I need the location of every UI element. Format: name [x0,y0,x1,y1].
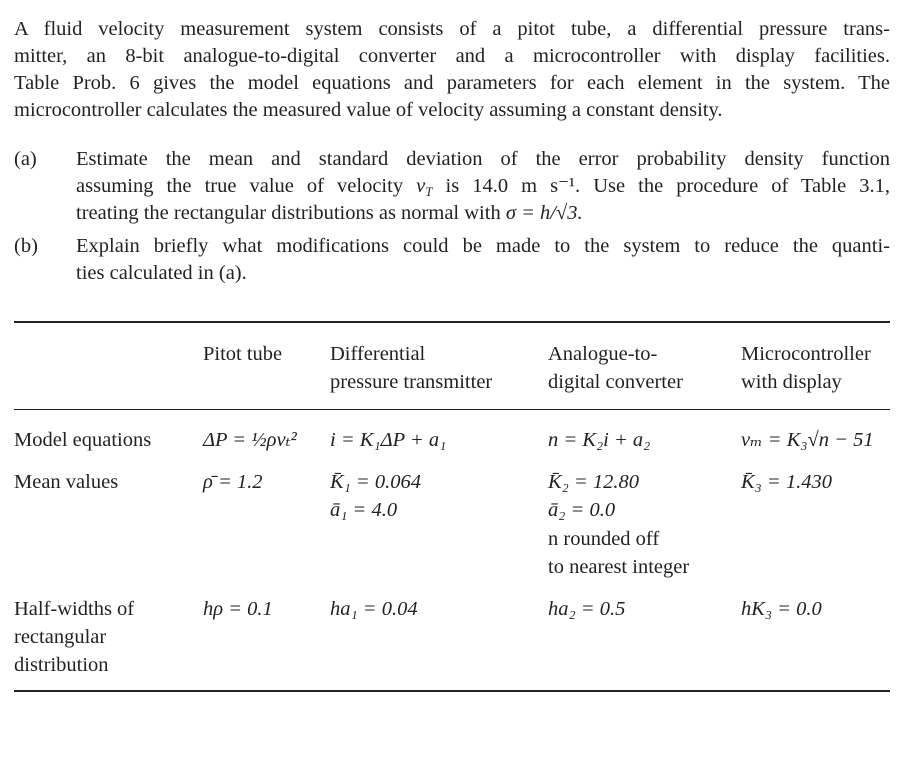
half-width-transmitter: ha₁ = 0.04 [330,598,418,620]
intro-paragraph [14,16,890,124]
column-header-micro [741,340,871,396]
header-text: Microcontroller [741,343,871,365]
part-a-line [76,200,890,227]
mean-adc-a: ā₂ = 0.0 [548,499,616,521]
label-text: rectangular [14,626,107,648]
row-label-model-equations: Model equations [14,429,152,451]
header-text: pressure transmitter [330,371,493,393]
mean-pitot: ρ̄ = 1.2 [203,471,263,493]
adc-rounding-note [548,525,689,581]
column-header-pitot [203,340,282,368]
model-eq-micro: vₘ = K₃√n − 51 [741,429,874,451]
intro-line: microcontroller calculates the measured value of velocity assuming a constant density. [14,99,723,121]
note-text: to nearest integer [548,556,690,578]
half-width-pitot: hρ = 0.1 [203,598,273,620]
header-text: Pitot tube [203,343,283,365]
header-text: Analogue-to- [548,343,658,365]
sigma-formula: σ = h/√3. [505,202,583,224]
subscript: T [425,184,433,199]
part-label: (a) [14,148,37,170]
column-header-transmitter [330,340,492,396]
half-width-adc: ha₂ = 0.5 [548,598,626,620]
var: v [416,175,426,197]
part-b-line: ties calculated in (a). [76,262,247,284]
part-label: (b) [14,235,38,257]
header-text: Differential [330,343,426,365]
mean-adc-k: K̄₂ = 12.80 [548,471,640,493]
row-label-mean-values: Mean values [14,471,119,493]
model-eq-adc: n = K₂i + a₂ [548,429,651,451]
intro-line: mitter, an 8-bit analogue-to-digital converter and a microcontroller with display facilities. [14,45,890,67]
part-a-line [76,173,890,200]
table-top-rule [14,321,890,323]
model-eq-transmitter: i = K₁ΔP + a₁ [330,429,447,451]
intro-line: A fluid velocity measurement system consists of a pitot tube, a differential pressure trans- [14,18,890,40]
header-text: digital converter [548,371,683,393]
part-b-line: Explain briefly what modifications could be made to the system to reduce the quanti- [76,235,890,257]
label-text: distribution [14,654,109,676]
mean-transmitter-k: K̄₁ = 0.064 [330,471,422,493]
velocity-symbol [416,175,432,197]
header-text: with display [741,371,842,393]
note-text: n rounded off [548,528,660,550]
model-eq-pitot: ΔP = ½ρvₜ² [203,429,297,451]
text: treating the rectangular distributions as normal with [76,202,506,224]
text: is 14.0 m s⁻¹. Use the procedure of Table 3.1, [432,175,890,197]
table-bottom-rule [14,690,890,692]
row-label-half-widths [14,595,134,679]
part-a-line: Estimate the mean and standard deviation of the error probability density function [76,148,890,170]
label-text: Half-widths of [14,598,135,620]
half-width-micro: hK₃ = 0.0 [741,598,822,620]
mean-transmitter-a: ā₁ = 4.0 [330,499,398,521]
column-header-adc [548,340,683,396]
text: assuming the true value of velocity [76,175,417,197]
intro-line: Table Prob. 6 gives the model equations and parameters for each element in the system. The [14,72,890,94]
table-header-rule [14,409,890,410]
mean-micro: K̄₃ = 1.430 [741,471,833,493]
